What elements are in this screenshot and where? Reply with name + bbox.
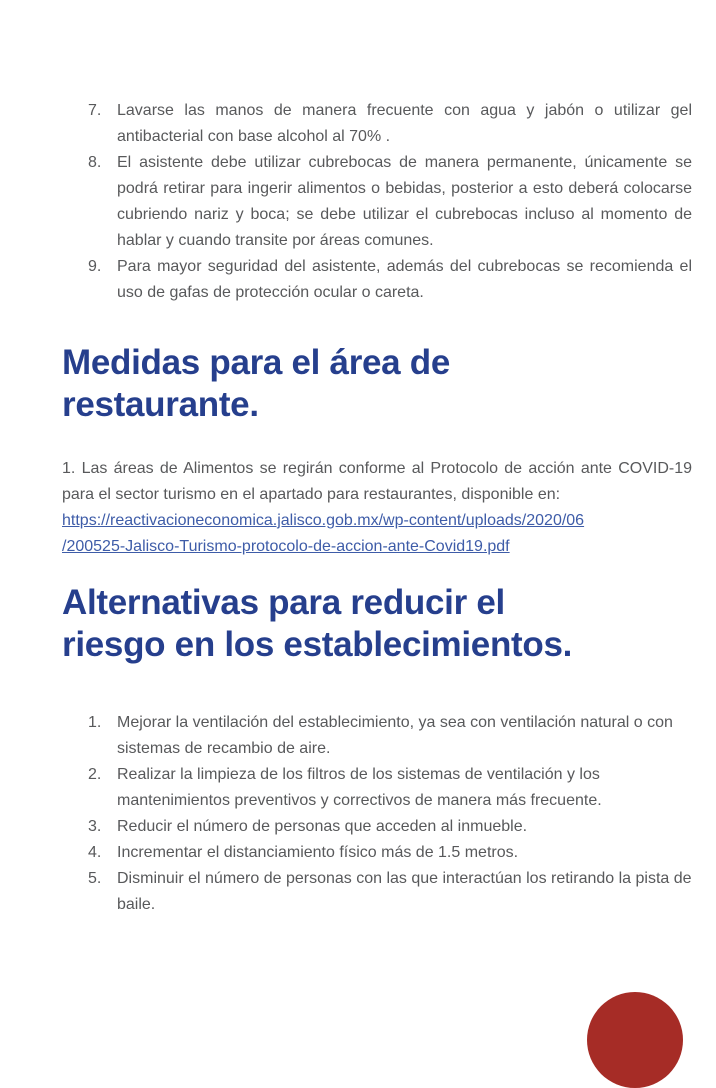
list-item-number: 5. <box>88 870 102 887</box>
list-item <box>88 840 692 866</box>
list-item-text: El asistente debe utilizar cubrebocas de manera permanente, únicamente se podrá retirar para ingerir alimentos o bebidas, posterior a esto deberá colocarse cubriendo nariz y boca; se debe utilizar el cubrebocas incluso al momento de hablar y cuando transite por áreas comunes. <box>117 154 692 249</box>
list-item-text: Disminuir el número de personas con las que interactúan los retirando la pista de baile. <box>117 870 692 913</box>
heading-line: riesgo en los establecimientos. <box>62 625 573 664</box>
list-item-number: 9. <box>88 258 102 275</box>
link-line[interactable]: https://reactivacioneconomica.jalisco.gob.mx/wp-content/uploads/2020/06 <box>62 512 585 529</box>
heading-line: Medidas para el área de <box>62 343 451 382</box>
list-item-number: 7. <box>88 102 102 119</box>
list-item <box>88 150 692 254</box>
section-heading-restaurante <box>62 342 692 426</box>
list-item <box>88 866 692 918</box>
protocol-pdf-link[interactable] <box>62 508 692 560</box>
list-item <box>88 254 692 306</box>
list-item <box>88 98 692 150</box>
list-item <box>88 814 692 840</box>
list-item <box>88 710 692 762</box>
list-item <box>88 762 692 814</box>
alternativas-numbered-list <box>62 710 692 918</box>
list-item-text: Realizar la limpieza de los filtros de los sistemas de ventilación y los mantenimientos preventivos y correctivos de manera más frecuente. <box>117 766 602 809</box>
section-heading-alternativas <box>62 582 692 666</box>
protocol-numbered-list <box>62 98 692 306</box>
decorative-red-circle <box>587 992 683 1088</box>
list-item-text: Reducir el número de personas que acceden al inmueble. <box>117 818 528 835</box>
list-item-number: 8. <box>88 154 102 171</box>
list-item-text: Incrementar el distanciamiento físico más de 1.5 metros. <box>117 844 519 861</box>
list-item-number: 1. <box>88 714 102 731</box>
paragraph-alimentos: 1. Las áreas de Alimentos se regirán conforme al Protocolo de acción ante COVID-19 para el sector turismo en el apartado para restaurantes, disponible en: <box>62 460 692 503</box>
heading-line: Alternativas para reducir el <box>62 583 505 622</box>
list-item-number: 3. <box>88 818 102 835</box>
list-item-text: Para mayor seguridad del asistente, además del cubrebocas se recomienda el uso de gafas de protección ocular o careta. <box>117 258 692 301</box>
list-item-number: 2. <box>88 766 102 783</box>
list-item-text: Mejorar la ventilación del establecimiento, ya sea con ventilación natural o con sistemas de recambio de aire. <box>117 714 673 757</box>
link-line[interactable]: /200525-Jalisco-Turismo-protocolo-de-accion-ante-Covid19.pdf <box>62 538 510 555</box>
heading-line: restaurante. <box>62 385 259 424</box>
list-item-text: Lavarse las manos de manera frecuente con agua y jabón o utilizar gel antibacterial con base alcohol al 70% . <box>117 102 692 145</box>
list-item-number: 4. <box>88 844 102 861</box>
